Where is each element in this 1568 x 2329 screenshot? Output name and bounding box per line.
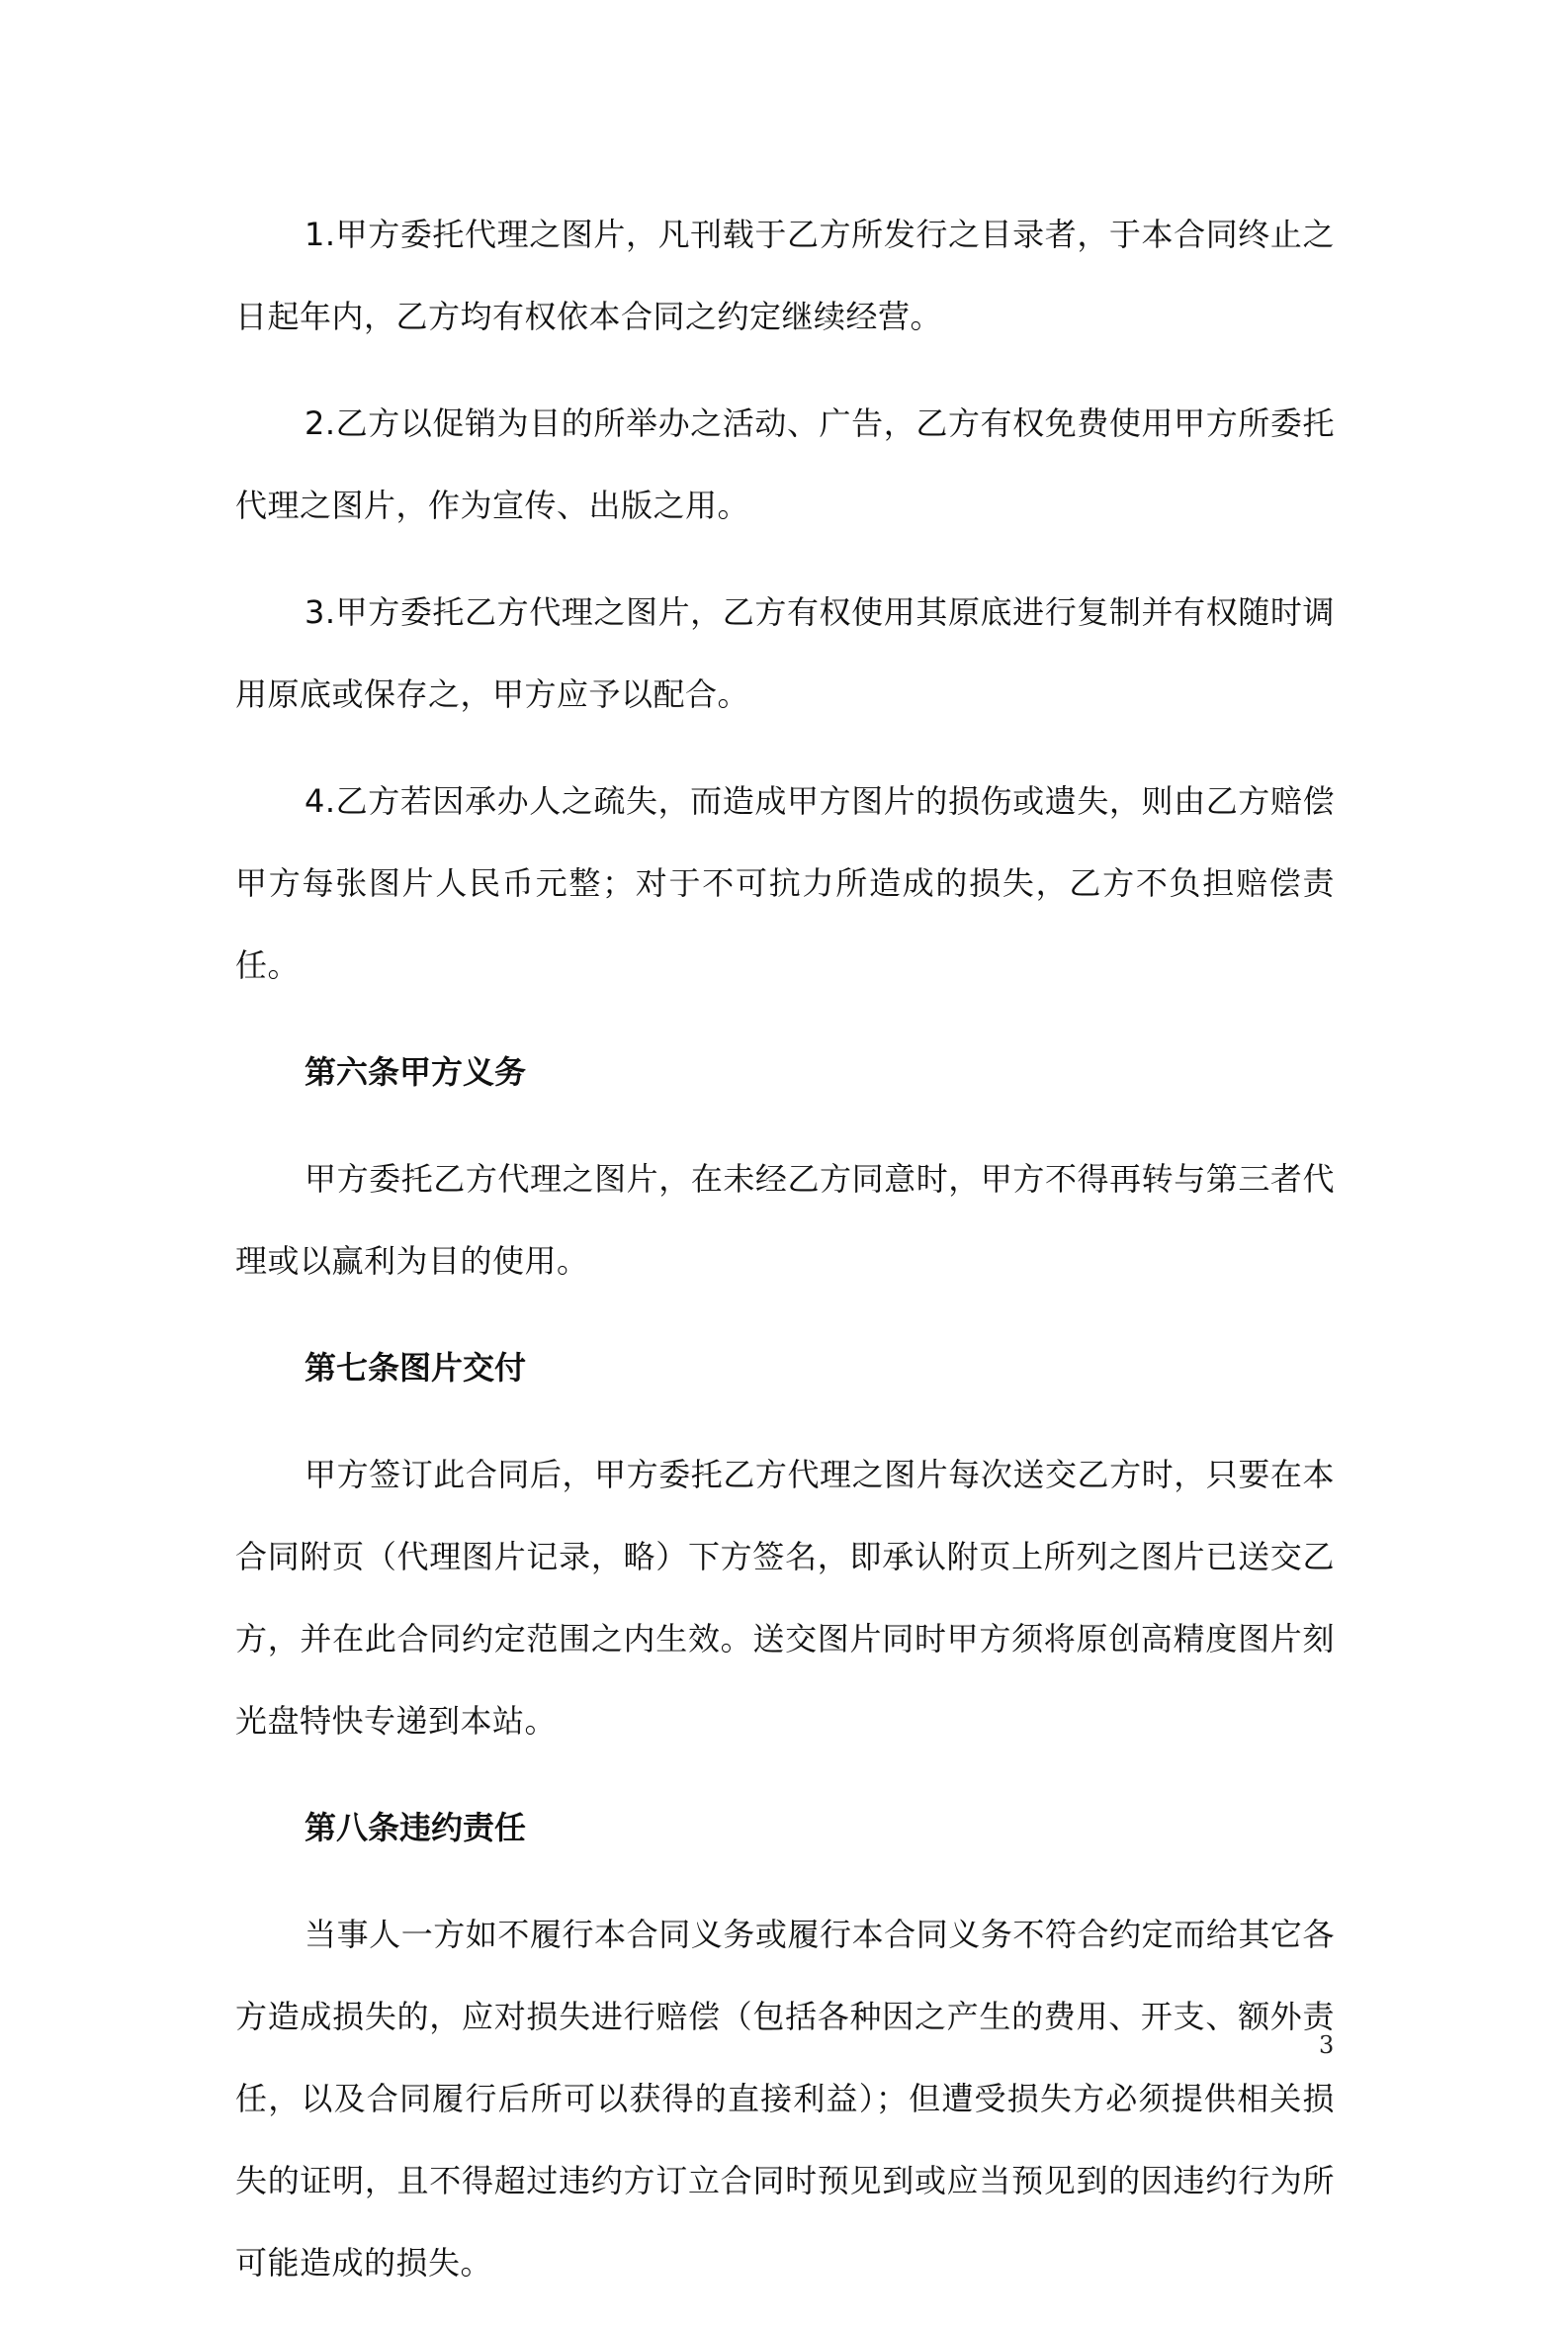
article-6-paragraph: 甲方委托乙方代理之图片，在未经乙方同意时，甲方不得再转与第三者代理或以赢利为目的使用。	[235, 1160, 1335, 1280]
article-8-paragraph: 当事人一方如不履行本合同义务或履行本合同义务不符合约定而给其它各方造成损失的，应对损失进行赔偿（包括各种因之产生的费用、开支、额外责任，以及合同履行后所可以获得的直接利益）；但遭受损失方必须提供相关损失的证明，且不得超过违约方订立合同时预见到或应当预见到的因违约行为所可能造成的损失。	[235, 1916, 1335, 2282]
article-7-heading: 第七条图片交付	[305, 1349, 527, 1387]
article-6-heading: 第六条甲方义务	[305, 1053, 527, 1091]
article-8-heading: 第八条违约责任	[305, 1809, 527, 1846]
clause-paragraph-1: 1.甲方委托代理之图片，凡刊载于乙方所发行之目录者，于本合同终止之日起年内，乙方均有权依本合同之约定继续经营。	[235, 216, 1335, 335]
clause-paragraph-4: 4.乙方若因承办人之疏失，而造成甲方图片的损伤或遗失，则由乙方赔偿甲方每张图片人民币元整；对于不可抗力所造成的损失，乙方不负担赔偿责任。	[235, 782, 1335, 984]
clause-paragraph-2: 2.乙方以促销为目的所举办之活动、广告，乙方有权免费使用甲方所委托代理之图片，作为宣传、出版之用。	[235, 404, 1335, 524]
page-number: 3	[1319, 2031, 1335, 2059]
clause-paragraph-3: 3.甲方委托乙方代理之图片，乙方有权使用其原底进行复制并有权随时调用原底或保存之，甲方应予以配合。	[235, 593, 1335, 713]
article-7-paragraph: 甲方签订此合同后，甲方委托乙方代理之图片每次送交乙方时，只要在本合同附页（代理图片记录，略）下方签名，即承认附页上所列之图片已送交乙方，并在此合同约定范围之内生效。送交图片同时甲方须将原创高精度图片刻光盘特快专递到本站。	[235, 1456, 1335, 1740]
document-body	[235, 194, 1335, 2329]
